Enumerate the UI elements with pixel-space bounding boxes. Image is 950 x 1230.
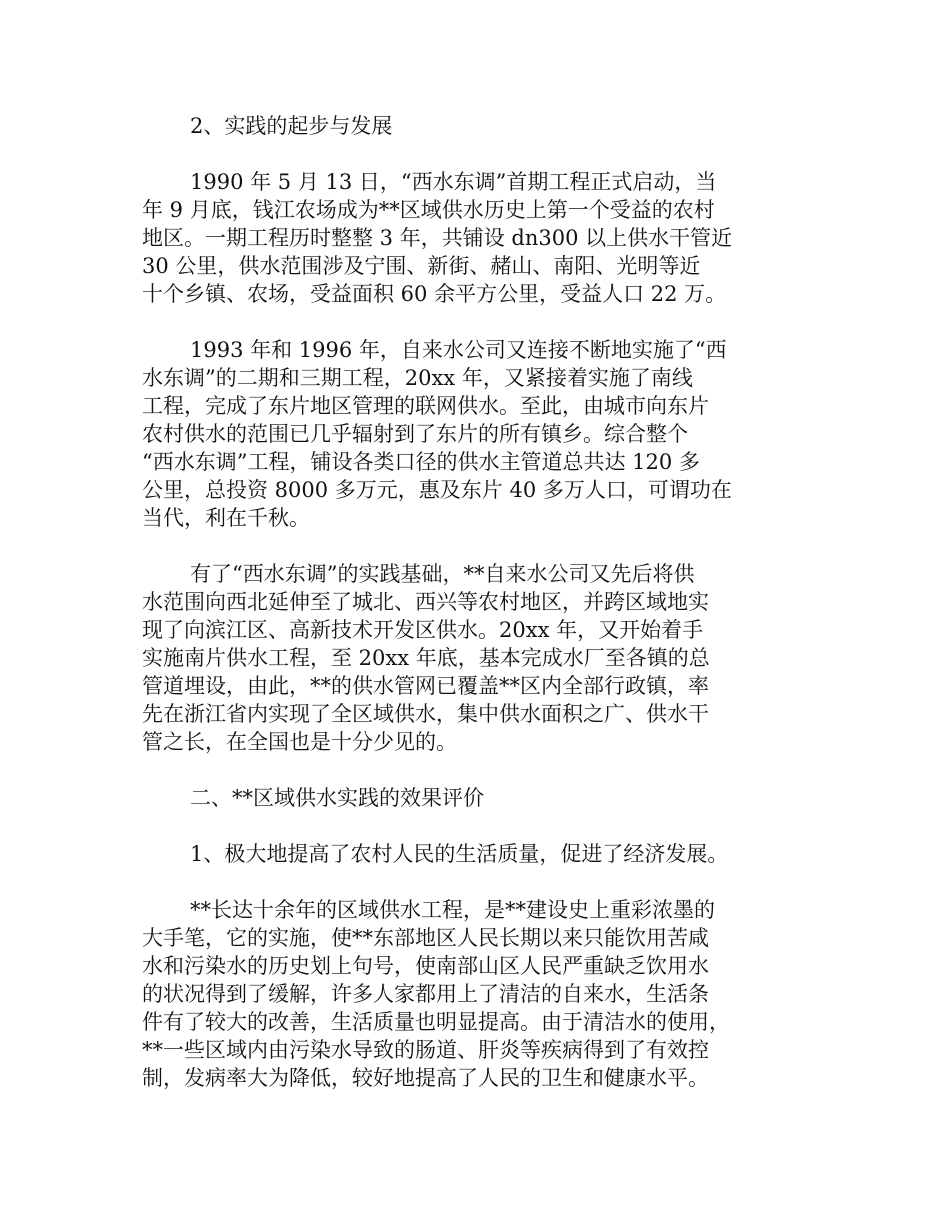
- chapter-heading: 二、**区域供水实践的效果评价: [190, 786, 484, 810]
- paragraph-gap: [142, 812, 814, 840]
- paragraph-line: 农村供水的范围已几乎辐射到了东片的所有镇乡。综合整个: [142, 422, 688, 446]
- paragraph-gap: [142, 532, 814, 560]
- paragraph-line: 工程，完成了东片地区管理的联网供水。至此，由城市向东片: [142, 394, 709, 418]
- paragraph-line: 有了“西水东调”的实践基础，**自来水公司又先后将供: [190, 562, 695, 586]
- paragraph-line: 1990 年 5 月 13 日，“西水东调”首期工程正式启动，当: [190, 170, 717, 194]
- paragraph-line: 30 公里，供水范围涉及宁围、新街、赭山、南阳、光明等近: [142, 254, 701, 278]
- paragraph-line: 公里，总投资 8000 多万元，惠及东片 40 多万人口，可谓功在: [142, 478, 732, 502]
- paragraph-line: 的状况得到了缓解，许多人家都用上了清洁的自来水，生活条: [142, 982, 709, 1006]
- paragraph-line: 制，发病率大为降低，较好地提高了人民的卫生和健康水平。: [142, 1066, 709, 1090]
- paragraph-line: 地区。一期工程历时整整 3 年，共铺设 dn300 以上供水干管近: [142, 226, 733, 250]
- paragraph-gap: [142, 868, 814, 896]
- subsection-heading: 1、极大地提高了农村人民的生活质量，促进了经济发展。: [190, 842, 729, 866]
- paragraph-project-start: [142, 168, 814, 308]
- paragraph-line: 管之长，在全国也是十分少见的。: [142, 730, 457, 754]
- paragraph-phase-two-three: [142, 336, 814, 532]
- paragraph-line: “西水东调”工程，铺设各类口径的供水主管道总共达 120 多: [142, 450, 700, 474]
- paragraph-line: 实施南片供水工程，至 20xx 年底，基本完成水厂至各镇的总: [142, 646, 710, 670]
- paragraph-gap: [142, 140, 814, 168]
- paragraph-northwest-expansion: [142, 560, 814, 756]
- paragraph-line: 先在浙江省内实现了全区域供水，集中供水面积之广、供水干: [142, 702, 709, 726]
- paragraph-line: 管道埋设，由此，**的供水管网已覆盖**区内全部行政镇，率: [142, 674, 709, 698]
- paragraph-line: 现了向滨江区、高新技术开发区供水。20xx 年，又开始着手: [142, 618, 704, 642]
- paragraph-line: 水和污染水的历史划上句号，使南部山区人民严重缺乏饮用水: [142, 954, 709, 978]
- paragraph-line: **一些区域内由污染水导致的肠道、肝炎等疾病得到了有效控: [142, 1038, 709, 1062]
- paragraph-line: 1993 年和 1996 年，自来水公司又连接不断地实施了“西: [190, 338, 727, 362]
- paragraph-gap: [142, 756, 814, 784]
- document-body: [142, 112, 814, 1092]
- paragraph-line: 十个乡镇、农场，受益面积 60 余平方公里，受益人口 22 万。: [142, 282, 727, 306]
- paragraph-line: 当代，利在千秋。: [142, 506, 310, 530]
- paragraph-line: **长达十余年的区域供水工程，是**建设史上重彩浓墨的: [190, 898, 715, 922]
- paragraph-line: 年 9 月底，钱江农场成为**区域供水历史上第一个受益的农村: [142, 198, 715, 222]
- paragraph-line: 件有了较大的改善，生活质量也明显提高。由于清洁水的使用，: [142, 1010, 730, 1034]
- paragraph-quality-of-life: [142, 896, 814, 1092]
- section-heading: 2、实践的起步与发展: [190, 114, 393, 138]
- paragraph-gap: [142, 308, 814, 336]
- paragraph-line: 水范围向西北延伸至了城北、西兴等农村地区，并跨区域地实: [142, 590, 709, 614]
- paragraph-line: 大手笔，它的实施，使**东部地区人民长期以来只能饮用苦咸: [142, 926, 709, 950]
- paragraph-line: 水东调”的二期和三期工程，20xx 年，又紧接着实施了南线: [142, 366, 693, 390]
